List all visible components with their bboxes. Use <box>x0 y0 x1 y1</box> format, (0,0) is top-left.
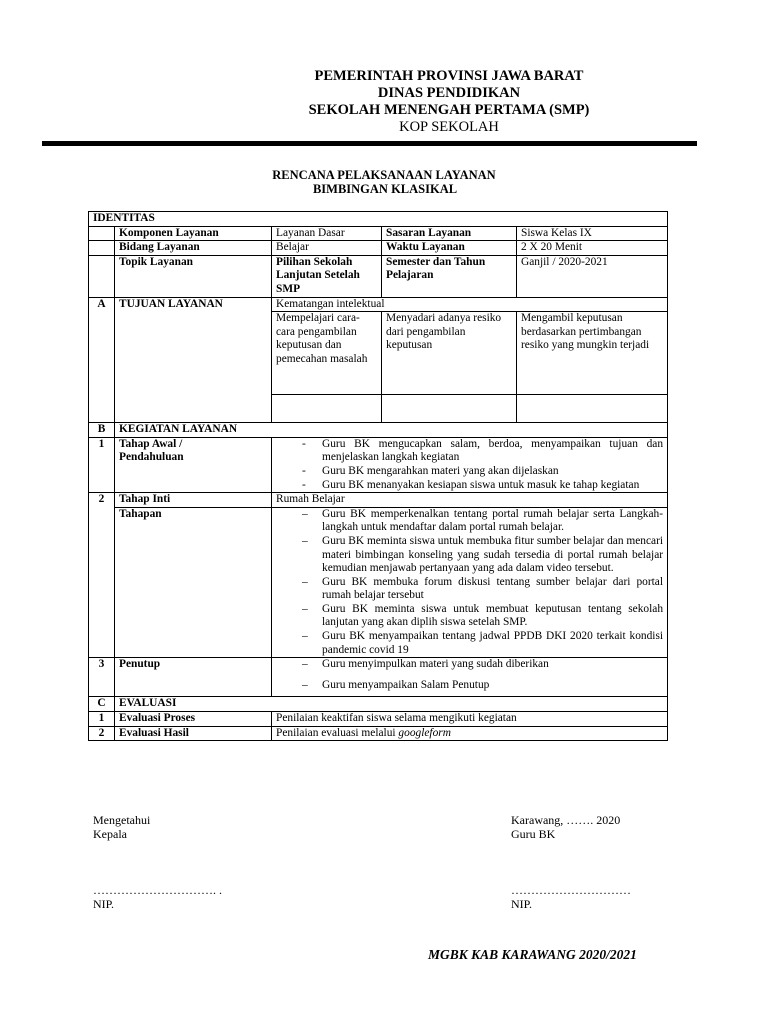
identitas-row <box>89 255 668 297</box>
signature-right <box>511 813 620 841</box>
step-label-line: Pendahuluan <box>119 451 184 464</box>
section-code: C <box>89 697 115 712</box>
letterhead-line-1: PEMERINTAH PROVINSI JAWA BARAT <box>314 68 584 84</box>
signature-right-name <box>511 883 631 911</box>
step-label-line: Tahap Awal / <box>119 437 183 450</box>
list-item <box>276 438 663 465</box>
list-item-text: Guru BK meminta siswa untuk membuat keputusan tentang sekolah lanjutan yang akan diplih siswa setelah SMP. <box>322 602 664 629</box>
list-marker: - <box>302 464 306 477</box>
list-item-text: Guru BK mengarahkan materi yang akan dijelaskan <box>322 464 559 477</box>
tujuan-heading-row <box>89 297 668 312</box>
identitas-label: Semester dan Tahun Pelajaran <box>382 255 517 297</box>
list-item-text: Guru BK menyampaikan tentang jadwal PPDB DKI 2020 terkait kondisi pandemic covid 19 <box>322 630 664 656</box>
tahap-awal-row <box>89 437 668 492</box>
list-marker: – <box>302 658 308 671</box>
identitas-heading-row <box>89 212 668 227</box>
evaluasi-label: Evaluasi Proses <box>115 712 272 727</box>
list-item <box>276 535 663 576</box>
step-content <box>272 507 668 658</box>
tahapan-row <box>89 507 668 658</box>
tahap-inti-row <box>89 493 668 508</box>
evaluasi-label: Evaluasi Hasil <box>115 726 272 741</box>
step-content <box>272 658 668 697</box>
step-number: 2 <box>89 493 115 658</box>
list-item <box>276 479 663 493</box>
list-marker: - <box>302 478 306 491</box>
step-list <box>276 658 663 692</box>
identitas-value: Ganjil / 2020-2021 <box>517 255 668 297</box>
section-heading: TUJUAN LAYANAN <box>115 297 272 423</box>
step-number: 1 <box>89 712 115 727</box>
signature-text: Mengetahui <box>93 813 151 827</box>
step-number: 2 <box>89 726 115 741</box>
signature-nip: NIP. <box>511 897 533 911</box>
tujuan-item: Mengambil keputusan berdasarkan pertimbangan resiko yang mungkin terjadi <box>517 312 668 395</box>
identitas-label: Waktu Layanan <box>382 241 517 256</box>
step-label: Penutup <box>115 658 272 697</box>
signature-place-date: Karawang, ……. 2020 <box>511 813 621 827</box>
letterhead-divider <box>42 141 697 146</box>
doc-title-line-1: RENCANA PELAKSANAAN LAYANAN <box>272 168 496 182</box>
rpl-table <box>88 211 668 741</box>
identitas-value: Belajar <box>272 241 382 256</box>
list-item <box>276 630 663 657</box>
list-item <box>276 603 663 630</box>
step-label: Tahap Inti <box>115 493 272 508</box>
list-item <box>276 679 663 693</box>
step-content <box>272 437 668 492</box>
evaluasi-value-text: Penilaian evaluasi melalui <box>276 726 399 739</box>
list-item-text: Guru BK meminta siswa untuk membuka fitur sumber belajar dan mencari materi bimbingan konseling yang sudah tersedia di portal rumah belajar kemudian menjawab pertanyaan yang ada dalam video tersebut. <box>322 534 664 575</box>
step-list <box>276 508 663 658</box>
signature-left-name <box>93 883 222 911</box>
list-marker: – <box>302 575 308 588</box>
letterhead-line-4: KOP SEKOLAH <box>399 119 499 135</box>
list-marker: – <box>302 534 308 547</box>
list-item <box>276 508 663 535</box>
list-item <box>276 658 663 672</box>
evaluasi-value <box>272 712 668 727</box>
signature-nip: NIP. <box>93 897 115 911</box>
list-item-text: Guru BK mengucapkan salam, berdoa, menyampaikan tujuan dan menjelaskan langkah kegiatan <box>322 437 664 464</box>
list-marker: – <box>302 602 308 615</box>
step-label: Tahapan <box>115 507 272 658</box>
identitas-label: Sasaran Layanan <box>382 226 517 241</box>
identitas-row <box>89 226 668 241</box>
section-code: B <box>89 423 115 438</box>
evaluasi-row <box>89 726 668 741</box>
step-label <box>115 437 272 492</box>
step-number: 1 <box>89 437 115 492</box>
identitas-value: 2 X 20 Menit <box>517 241 668 256</box>
identitas-label: Topik Layanan <box>115 255 272 297</box>
section-heading: KEGIATAN LAYANAN <box>115 423 668 438</box>
identitas-label: Komponen Layanan <box>115 226 272 241</box>
section-heading: EVALUASI <box>115 697 668 712</box>
list-item-text: Guru BK membuka forum diskusi tentang sumber belajar dari portal rumah belajar tersebut <box>322 575 664 602</box>
penutup-row <box>89 658 668 697</box>
list-item <box>276 465 663 479</box>
list-item-text: Guru BK menanyakan kesiapan siswa untuk masuk ke tahap kegiatan <box>322 478 640 491</box>
identitas-value: Siswa Kelas IX <box>517 226 668 241</box>
step-number: 3 <box>89 658 115 697</box>
list-marker: – <box>302 678 308 691</box>
evaluasi-heading-row <box>89 697 668 712</box>
letterhead-line-2: DINAS PENDIDIKAN <box>377 85 521 101</box>
list-item-text: Guru menyimpulkan materi yang sudah diberikan <box>322 658 549 671</box>
list-marker: – <box>302 630 308 643</box>
tujuan-item: Mempelajari cara-cara pengambilan keputusan dan pemecahan masalah <box>272 312 382 395</box>
evaluasi-value-em: googleform <box>398 726 451 739</box>
identitas-row <box>89 241 668 256</box>
step-list <box>276 438 663 492</box>
evaluasi-value <box>272 726 668 741</box>
evaluasi-value-text: Penilaian keaktifan siswa selama mengikuti kegiatan <box>276 712 517 725</box>
list-marker: - <box>302 437 306 450</box>
doc-title-line-2: BIMBINGAN KLASIKAL <box>312 182 458 196</box>
step-value: Rumah Belajar <box>272 493 668 508</box>
signature-role: Kepala <box>93 827 127 841</box>
letterhead-line-3: SEKOLAH MENENGAH PERTAMA (SMP) <box>308 102 590 118</box>
list-item-text: Guru menyampaikan Salam Penutup <box>322 678 490 691</box>
tujuan-category: Kematangan intelektual <box>272 297 668 312</box>
tujuan-item: Menyadari adanya resiko dari pengambilan keputusan <box>382 312 517 395</box>
list-item-text: Guru BK memperkenalkan tentang portal rumah belajar serta Langkah-langkah untuk mendaftar dalam portal rumah belajar. <box>322 507 664 534</box>
kegiatan-heading-row <box>89 423 668 438</box>
identitas-value: Pilihan Sekolah Lanjutan Setelah SMP <box>272 255 382 297</box>
list-marker: – <box>302 507 308 520</box>
signature-name-placeholder: …………………………. . <box>93 883 222 897</box>
identitas-value: Layanan Dasar <box>272 226 382 241</box>
signature-left <box>93 813 150 841</box>
identitas-heading: IDENTITAS <box>89 212 668 227</box>
signature-name-placeholder: ………………………… <box>511 883 631 897</box>
list-item <box>276 576 663 603</box>
section-code: A <box>89 297 115 423</box>
identitas-label: Bidang Layanan <box>115 241 272 256</box>
evaluasi-row <box>89 712 668 727</box>
signature-role: Guru BK <box>511 827 556 841</box>
document-footer: MGBK KAB KARAWANG 2020/2021 <box>428 947 637 962</box>
